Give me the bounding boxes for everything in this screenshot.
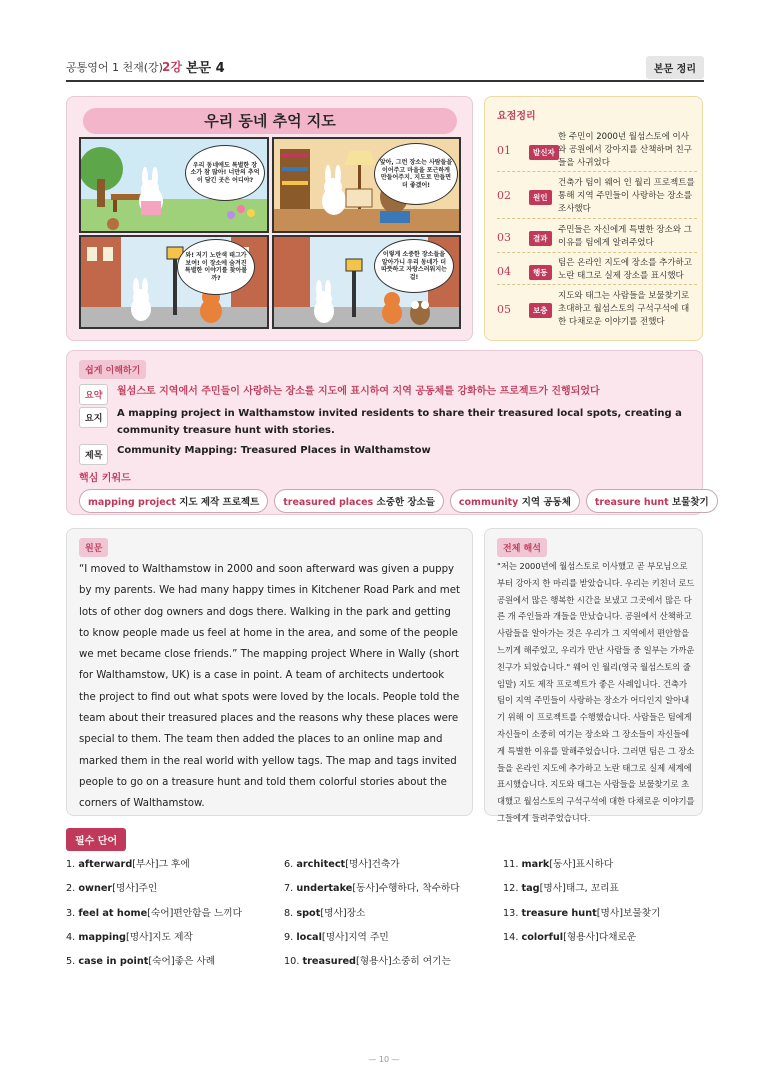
key-point-row: [497, 174, 697, 219]
comic-box: [66, 96, 473, 341]
keywords-title: 핵심 키워드: [79, 473, 131, 484]
easy-understanding-title: 쉽게 이해하기: [79, 360, 146, 379]
vocab-item: 10. treasured[형용사]소중히 여기는: [284, 956, 451, 968]
translation-box: [484, 528, 703, 823]
original-text-tag: 원문: [79, 538, 108, 557]
original-text-box: [66, 528, 473, 816]
summary-label: 요약: [79, 384, 108, 405]
key-point-number: 05: [497, 303, 511, 316]
keyword-chip: treasured places 소중한 장소들: [274, 489, 444, 513]
key-point-row: [497, 129, 697, 172]
key-point-row: [497, 288, 697, 332]
summary-text: 월섬스토 지역에서 주민들이 사랑하는 장소를 지도에 표시하여 지역 공동체를 강화하는 프로젝트가 진행되었다: [117, 386, 600, 397]
vocab-item: 5. case in point[숙어]좋은 사례: [66, 956, 216, 968]
key-points-box: [484, 96, 703, 341]
vocab-item: 8. spot[명사]장소: [284, 907, 366, 919]
gist-label: 요지: [79, 407, 108, 428]
vocabulary-column-3: [503, 856, 660, 953]
vocab-item: 11. mark[동사]표시하다: [503, 859, 614, 870]
key-point-row: [497, 255, 697, 285]
easy-understanding-box: [66, 350, 709, 515]
key-point-number: 01: [497, 144, 511, 157]
key-point-text: 지도와 태그는 사람들을 보물찾기로 초대하고 월섬스토의 구석구석에 대한 다채로운 이야기를 전했다: [558, 291, 690, 327]
key-point-row: [497, 221, 697, 253]
section-tag: 본문 정리: [646, 56, 704, 79]
translation-tag: 전체 해석: [497, 538, 547, 557]
speech-bubble: 우리 동네에도 특별한 장소가 참 많아! 너만의 추억이 담긴 곳은 어디야?: [185, 145, 265, 201]
translation-passage: "저는 2000년에 월섬스토로 이사했고 곧 부모님으로부터 강아지 한 마리를 받았습니다. 우리는 키친너 로드 공원에서 많은 행복한 시간을 보냈고 그곳에서 많은 다른 개 주인들과 개들을 만났습니다. 공원에서 산책하고 사람들을 알아가는 것은 우리가 그 지역에서 편안함을 느끼게 해주었고, 우리가 만난 사람들 중 일부는 가까운 친구가 되었습니다." 웨어 인 월리(영국 월섬스토의 줄임말) 지도 제작 프로젝트가 좋은 사례입니다. 건축가 팀이 지역 주민들이 사랑하는 장소가 어디인지 알아내기 위해 이 프로젝트를 수행했습니다. 사람들은 팀에게 자신들이 소중히 여기는 장소와 그 장소들이 자신들에게 특별한 이유를 말해주었습니다. 그러면 팀은 그 장소들을 온라인 지도에 추가하고 노란 태그로 실제 세계에 표시했습니다. 지도와 태그는 사람들을 보물찾기로 초대했고 월섬스토의 구석구석에 대한 다채로운 이야기를 그들에게 들려주었습니다.: [497, 561, 695, 823]
keyword-chip: mapping project 지도 제작 프로젝트: [79, 489, 268, 513]
vocab-item: 3. feel at home[숙어]편안함을 느끼다: [66, 907, 243, 919]
key-point-badge: 결과: [529, 231, 552, 246]
vocab-item: 13. treasure hunt[명사]보물찾기: [503, 907, 661, 919]
key-point-number: 03: [497, 231, 511, 244]
keyword-list: [79, 489, 718, 513]
page-title: 본문 4: [186, 61, 225, 76]
key-point-badge: 보충: [529, 303, 552, 318]
comic-panel-street: [79, 235, 269, 329]
key-point-number: 04: [497, 265, 511, 278]
keyword-chip: community 지역 공동체: [450, 489, 580, 513]
speech-bubble: 이렇게 소중한 장소들을 알아가니 우리 동네가 더 따뜻하고 자랑스러워지는걸!: [374, 239, 454, 293]
comic-title: 우리 동네 추억 지도: [83, 108, 457, 134]
speech-bubble: 와! 저기 노란색 태그가 보여! 이 장소에 숨겨진 특별한 이야기를 찾아볼까?: [177, 239, 255, 295]
comic-panel-friends: [272, 235, 461, 329]
gist-text: A mapping project in Walthamstow invited residents to share their treasured local spots, creating a community treasure hunt with stories.: [117, 408, 682, 436]
lesson-number: 2강: [162, 60, 182, 74]
keyword-chip: treasure hunt 보물찾기: [586, 489, 718, 513]
vocabulary-title: 필수 단어: [66, 828, 126, 851]
key-point-text: 주민들은 자신에게 특별한 장소와 그 이유를 팀에게 알려주었다: [558, 225, 692, 248]
key-point-badge: 발신자: [529, 145, 559, 160]
key-point-badge: 원인: [529, 190, 552, 205]
key-point-text: 팀은 온라인 지도에 장소를 추가하고 노란 태그로 실제 장소를 표시했다: [558, 258, 692, 281]
vocab-item: 14. colorful[형용사]다채로운: [503, 931, 637, 943]
title-text: Community Mapping: Treasured Places in Walthamstow: [117, 445, 431, 456]
vocab-item: 9. local[명사]지역 주민: [284, 931, 389, 943]
vocab-item: 12. tag[명사]태그, 꼬리표: [503, 883, 619, 895]
key-point-text: 한 주민이 2000년 월섬스토에 이사 와 공원에서 강아지를 산책하며 친구들을 사귀었다: [558, 132, 692, 168]
vocab-item: 7. undertake[동사]수행하다, 착수하다: [284, 883, 460, 895]
comic-panel-park: [79, 137, 269, 233]
speech-bubble: 앞아, 그런 장소는 사람들을 이어주고 마을을 포근하게 만들어주지. 지도로 만들면 더 좋겠어!: [374, 143, 458, 205]
vocabulary-column-2: [284, 856, 460, 977]
page-header: [66, 54, 704, 82]
vocab-item: 2. owner[명사]주인: [66, 883, 158, 895]
course-breadcrumb: 공통영어 1 천재(강): [66, 61, 163, 74]
key-point-badge: 행동: [529, 265, 552, 280]
vocab-item: 1. afterward[부사]그 후에: [66, 859, 190, 870]
vocab-item: 6. architect[명사]건축가: [284, 859, 400, 870]
key-point-text: 건축가 팀이 웨어 인 월리 프로젝트를 통해 지역 주민들이 사랑하는 장소를 조사했다: [558, 178, 695, 214]
title-label: 제목: [79, 444, 108, 465]
page-number: — 10 —: [368, 1055, 400, 1064]
original-passage: “I moved to Walthamstow in 2000 and soon afterward was given a puppy by my parents. We had many happy times in Kitchener Road Park and met lots of other dog owners and dogs there. Walking in the park and getting to know people made us feel at home in the area, and some of the people we met became close friends.” The mapping project Where in Wally (short for Walthamstow, UK) is a case in point. A team of architects undertook the project to find out what spots were loved by the locals. People told the team about their treasured places and the reasons why these places were special to them. The team then added the places to an online map and marked them in the real world with yellow tags. The map and tags invited people to go on a treasure hunt and told them colorful stories about the corners of Walthamstow.: [79, 564, 460, 810]
vocabulary-column-1: [66, 856, 242, 977]
key-points-title: 요점정리: [497, 111, 536, 122]
key-point-number: 02: [497, 189, 511, 202]
vocab-item: 4. mapping[명사]지도 제작: [66, 931, 193, 943]
comic-panel-study: [272, 137, 461, 233]
